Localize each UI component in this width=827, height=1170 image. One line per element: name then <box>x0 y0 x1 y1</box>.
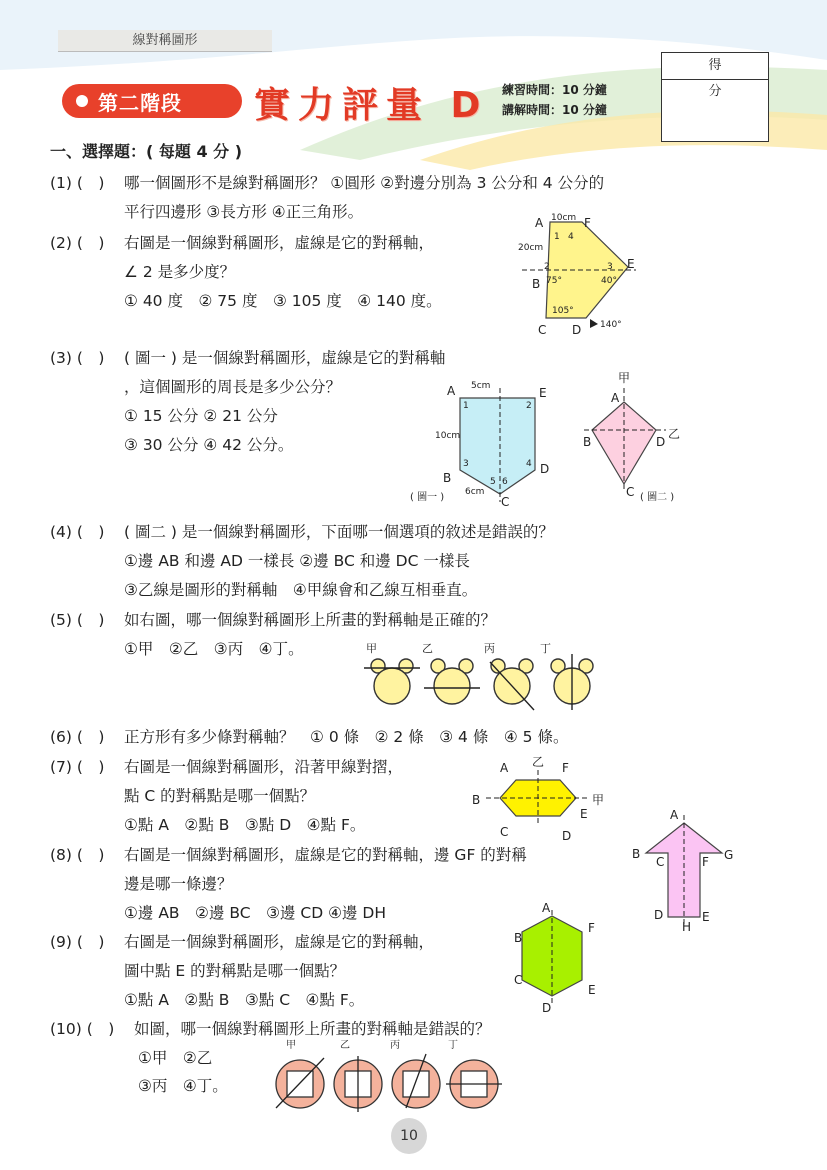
score-label: 得 分 <box>662 53 768 80</box>
label-ding: 丁 <box>540 642 551 655</box>
label-yi: 乙 <box>340 1040 350 1051</box>
label-G: G <box>724 848 734 862</box>
label-bing: 丙 <box>484 642 495 655</box>
question-text: 哪一個圖形不是線對稱圖形？ ①圓形 ②對邊分別為 3 公分和 4 公分的 <box>124 174 605 192</box>
q7-figure <box>470 752 620 844</box>
question-number[interactable]: (9) ( ) <box>50 933 105 951</box>
timing-info <box>502 80 607 120</box>
question-number[interactable]: (6) ( ) <box>50 728 105 746</box>
question-text: 如圖，哪一個線對稱圖形上所畫的對稱軸是錯誤的？ <box>134 1020 491 1038</box>
q2-figure <box>510 210 650 340</box>
label-C: C <box>626 485 635 499</box>
label-yi: 乙 <box>422 642 433 655</box>
question-options: ①甲 ②乙 ③丙 ④丁。 <box>124 640 304 658</box>
question-number[interactable]: (10) ( ) <box>50 1020 115 1038</box>
label-B: B <box>514 931 523 945</box>
stage-badge <box>62 84 242 118</box>
question-text: 正方形有多少條對稱軸？ ① 0 條 ② 2 條 ③ 4 條 ④ 5 條。 <box>124 728 569 746</box>
question-text: 邊是哪一條邊？ <box>124 875 233 893</box>
label-D: D <box>542 1001 552 1015</box>
angle-140: 140° <box>600 320 622 330</box>
angle-5: 5 <box>490 477 496 487</box>
practice-time: 練習時間：10 分鐘 <box>502 83 607 97</box>
label-B: B <box>443 471 452 485</box>
question-text: ∠ 2 是多少度？ <box>124 263 236 281</box>
question-options: ① 40 度 ② 75 度 ③ 105 度 ④ 140 度。 <box>124 292 442 310</box>
label-B: B <box>532 277 541 291</box>
angle-2: 2 <box>544 262 550 272</box>
angle-1: 1 <box>463 401 469 411</box>
label-side-length: 10cm <box>435 431 461 441</box>
angle-2: 2 <box>526 401 532 411</box>
label-B: B <box>632 847 641 861</box>
question-text: 右圖是一個線對稱圖形，虛線是它的對稱軸，邊 GF 的對稱 <box>124 846 527 864</box>
question-options: ③丙 ④丁。 <box>138 1077 228 1095</box>
question-text: 右圖是一個線對稱圖形，沿著甲線對摺， <box>124 758 404 776</box>
angle-75: 75° <box>546 276 562 286</box>
label-H: H <box>682 920 692 934</box>
label-A: A <box>447 384 456 398</box>
label-top-length: 5cm <box>471 381 491 391</box>
label-yi: 乙 <box>532 755 545 769</box>
fig1-figure <box>405 370 565 510</box>
explain-time: 講解時間：10 分鐘 <box>502 103 607 117</box>
question-text: 右圖是一個線對稱圖形，虛線是它的對稱軸， <box>124 933 435 951</box>
question-text: 如右圖，哪一個線對稱圖形上所畫的對稱軸是正確的？ <box>124 611 497 629</box>
question-number[interactable]: (2) ( ) <box>50 234 105 252</box>
q9-figure <box>510 898 620 1016</box>
label-jia: 甲 <box>618 371 631 385</box>
question-options: ①邊 AB 和邊 AD 一樣長 ②邊 BC 和邊 DC 一樣長 <box>124 552 470 570</box>
question-options: ③ 30 公分 ④ 42 公分。 <box>124 436 294 454</box>
label-top-length: 10cm <box>551 213 577 223</box>
question-text: 右圖是一個線對稱圖形，虛線是它的對稱軸， <box>124 234 435 252</box>
label-C: C <box>656 855 665 869</box>
label-C: C <box>514 973 523 987</box>
question-options: ①點 A ②點 B ③點 D ④點 F。 <box>124 816 366 834</box>
label-ding: 丁 <box>448 1040 458 1051</box>
question-text: ( 圖一 ) 是一個線對稱圖形，虛線是它的對稱軸 <box>124 349 446 367</box>
label-B: B <box>583 435 592 449</box>
label-A: A <box>535 216 544 230</box>
question-options: ① 15 公分 ② 21 公分 <box>124 407 278 425</box>
question-options: ①甲 ②乙 <box>138 1049 213 1067</box>
angle-3: 3 <box>463 459 469 469</box>
question-options: ①邊 AB ②邊 BC ③邊 CD ④邊 DH <box>124 904 386 922</box>
question-number[interactable]: (5) ( ) <box>50 611 105 629</box>
question-options: ③乙線是圖形的對稱軸 ④甲線會和乙線互相垂直。 <box>124 581 478 599</box>
question-number[interactable]: (8) ( ) <box>50 846 105 864</box>
label-D: D <box>656 435 666 449</box>
label-A: A <box>542 901 551 915</box>
angle-6: 6 <box>502 477 508 487</box>
label-D: D <box>562 829 572 843</box>
angle-1: 1 <box>554 232 560 242</box>
label-E: E <box>627 257 635 271</box>
label-E: E <box>580 807 588 821</box>
label-A: A <box>611 391 620 405</box>
page-title: 實力評量 D <box>254 85 489 126</box>
question-number[interactable]: (7) ( ) <box>50 758 105 776</box>
question-options: ①點 A ②點 B ③點 C ④點 F。 <box>124 991 365 1009</box>
label-A: A <box>500 761 509 775</box>
fig2-figure <box>580 366 700 506</box>
score-box[interactable] <box>661 52 769 142</box>
question-number[interactable]: (3) ( ) <box>50 349 105 367</box>
page-number: 10 <box>391 1118 427 1154</box>
angle-4: 4 <box>568 232 574 242</box>
question-text: ( 圖二 ) 是一個線對稱圖形，下面哪一個選項的敘述是錯誤的？ <box>124 523 554 541</box>
label-bing: 丙 <box>390 1040 400 1051</box>
question-text: 點 C 的對稱點是哪一個點？ <box>124 787 316 805</box>
label-D: D <box>540 462 550 476</box>
label-E: E <box>702 910 710 924</box>
label-F: F <box>584 216 591 230</box>
label-side-length: 20cm <box>518 243 544 253</box>
label-E: E <box>588 983 596 997</box>
question-text: 圖中點 E 的對稱點是哪一個點？ <box>124 962 346 980</box>
angle-3: 3 <box>607 262 613 272</box>
label-jia: 甲 <box>286 1040 296 1051</box>
label-F: F <box>588 921 595 935</box>
question-text: 平行四邊形 ③長方形 ④正三角形。 <box>124 203 364 221</box>
label-D: D <box>572 323 582 337</box>
angle-4: 4 <box>526 459 532 469</box>
question-number[interactable]: (4) ( ) <box>50 523 105 541</box>
angle-105: 105° <box>552 306 574 316</box>
question-text: ，這個圖形的周長是多少公分？ <box>124 378 342 396</box>
label-C: C <box>538 323 547 337</box>
label-D: D <box>654 908 664 922</box>
angle-40: 40° <box>601 276 617 286</box>
label-E: E <box>539 386 547 400</box>
fig1-caption: ( 圖一 ) <box>410 492 445 503</box>
fig2-caption: ( 圖二 ) <box>640 492 675 503</box>
label-B: B <box>472 793 481 807</box>
question-number[interactable]: (1) ( ) <box>50 174 105 192</box>
q8-figure <box>630 805 740 935</box>
q10-figure <box>270 1036 510 1112</box>
label-jia: 甲 <box>366 642 377 655</box>
label-C: C <box>501 495 510 509</box>
stage-label: 第二階段 <box>98 90 182 115</box>
bullet-dot-icon <box>76 95 88 107</box>
label-yi: 乙 <box>668 427 681 441</box>
label-jia: 甲 <box>592 793 605 807</box>
label-F: F <box>702 855 709 869</box>
label-C: C <box>500 825 509 839</box>
topic-tab: 線對稱圖形 <box>58 30 272 52</box>
label-F: F <box>562 761 569 775</box>
section-title: 一、選擇題：( 每題 4 分 ) <box>50 142 243 161</box>
q5-figure <box>360 640 600 710</box>
label-A: A <box>670 808 679 822</box>
label-bottom-length: 6cm <box>465 487 485 497</box>
